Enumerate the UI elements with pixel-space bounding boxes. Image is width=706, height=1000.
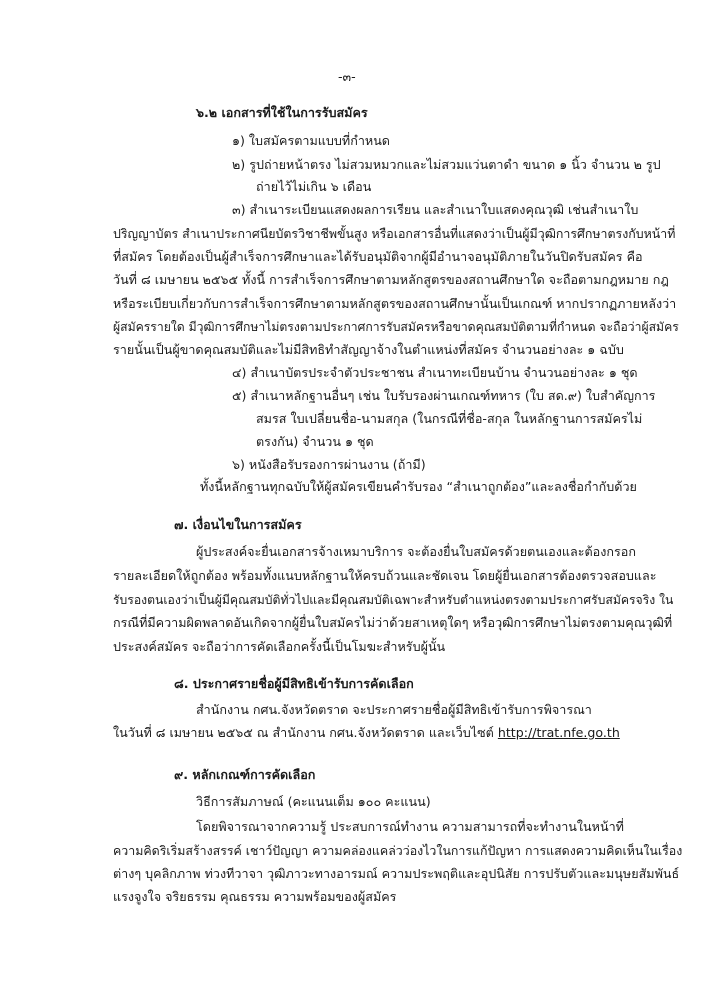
section-7-line-1: ผู้ประสงค์จะยื่นเอกสารจ้างเหมาบริการ จะต้องยื่นใบสมัครด้วยตนเองและต้องกรอก	[196, 544, 636, 559]
doc-item-5-line-1: ๕) สำเนาหลักฐานอื่นๆ เช่น ใบรับรองผ่านเกณฑ์ทหาร (ใบ สด.๙) ใบสำคัญการ	[232, 388, 656, 403]
doc-item-3-line-2: ปริญญาบัตร สำเนาประกาศนียบัตรวิชาชีพขั้นสูง หรือเอกสารอื่นที่แสดงว่าเป็นผู้มีวุฒิการศึกษาตรงกับหน้าที่	[113, 226, 676, 241]
doc-item-3-line-7: รายนั้นเป็นผู้ขาดคุณสมบัติและไม่มีสิทธิทำสัญญาจ้างในตำแหน่งที่สมัคร จำนวนอย่างละ ๑ ฉบับ	[113, 342, 624, 357]
section-9-line-3: ต่างๆ บุคลิกภาพ ท่วงทีวาจา วุฒิภาวะทางอารมณ์ ความประพฤติและอุปนิสัย การปรับตัวและมนุษยสัมพันธ์	[113, 866, 680, 881]
doc-item-3-line-1: ๓) สำเนาระเบียนแสดงผลการเรียน และสำเนาใบแสดงคุณวุฒิ เช่นสำเนาใบ	[232, 202, 639, 217]
doc-item-3-line-6: ผู้สมัครรายใด มีวุฒิการศึกษาไม่ตรงตามประกาศการรับสมัครหรือขาดคุณสมบัติตามที่กำหนด จะถือว่าผู้สมัคร	[113, 320, 679, 334]
doc-item-2-line-1: ๒) รูปถ่ายหน้าตรง ไม่สวมหมวกและไม่สวมแว่นตาดำ ขนาด ๑ นิ้ว จำนวน ๒ รูป	[232, 157, 661, 172]
website-link[interactable]: http://trat.nfe.go.th	[497, 725, 620, 740]
section-6-2-heading: ๖.๒ เอกสารที่ใช้ในการรับสมัคร	[196, 105, 368, 120]
section-9-line-1: โดยพิจารณาจากความรู้ ประสบการณ์ทำงาน ความสามารถที่จะทำงานในหน้าที่	[196, 819, 624, 834]
doc-item-4: ๔) สำเนาบัตรประจำตัวประชาชน สำเนาทะเบียนบ้าน จำนวนอย่างละ ๑ ชุด	[232, 365, 638, 380]
section-8-line-2	[113, 726, 620, 740]
section-7-heading: ๗. เงื่อนไขในการสมัคร	[174, 517, 302, 532]
section-8-line-2-text: ในวันที่ ๘ เมษายน ๒๕๖๕ ณ สำนักงาน กศน.จังหวัดตราด และเว็บไซต์	[113, 725, 494, 740]
certification-note: ทั้งนี้หลักฐานทุกฉบับให้ผู้สมัครเขียนคำรับรอง “สำเนาถูกต้อง”และลงชื่อกำกับด้วย	[200, 479, 637, 494]
doc-item-6: ๖) หนังสือรับรองการผ่านงาน (ถ้ามี)	[232, 457, 426, 472]
section-9-line-2: ความคิดริเริ่มสร้างสรรค์ เชาว์ปัญญา ความคล่องแคล่วว่องไวในการแก้ปัญหา การแสดงความคิดเห็นในเรื่อง	[113, 843, 683, 858]
section-9-method: วิธีการสัมภาษณ์ (คะแนนเต็ม ๑๐๐ คะแนน)	[196, 794, 431, 809]
doc-item-1: ๑) ใบสมัครตามแบบที่กำหนด	[232, 133, 390, 148]
section-9-heading: ๙. หลักเกณฑ์การคัดเลือก	[174, 767, 316, 782]
section-8-heading: ๘. ประกาศรายชื่อผู้มีสิทธิเข้ารับการคัดเลือก	[174, 676, 414, 691]
doc-item-3-line-5: หรือระเบียบเกี่ยวกับการสำเร็จการศึกษาตามหลักสูตรของสถานศึกษานั้นเป็นเกณฑ์ หากปรากฏภายหลังว่า	[113, 296, 677, 311]
section-9-line-4: แรงจูงใจ จริยธรรม คุณธรรม ความพร้อมของผู้สมัคร	[113, 889, 397, 904]
doc-item-2-line-2: ถ่ายไว้ไม่เกิน ๖ เดือน	[256, 179, 372, 194]
page-number: -๓-	[338, 69, 356, 84]
doc-item-3-line-3: ที่สมัคร โดยต้องเป็นผู้สำเร็จการศึกษาและได้รับอนุมัติจากผู้มีอำนาจอนุมัติภายในวันปิดรับสมัคร คือ	[113, 249, 643, 264]
section-8-line-1: สำนักงาน กศน.จังหวัดตราด จะประกาศรายชื่อผู้มีสิทธิเข้ารับการพิจารณา	[196, 702, 592, 717]
doc-item-5-line-2: สมรส ใบเปลี่ยนชื่อ-นามสกุล (ในกรณีที่ชื่อ-สกุล ในหลักฐานการสมัครไม่	[256, 411, 643, 426]
section-7-line-3: รับรองตนเองว่าเป็นผู้มีคุณสมบัติทั่วไปและมีคุณสมบัติเฉพาะสำหรับตำแหน่งตรงตามประกาศรับสมัครจริง ใน	[113, 593, 674, 607]
section-7-line-2: รายละเอียดให้ถูกต้อง พร้อมทั้งแนบหลักฐานให้ครบถ้วนและชัดเจน โดยผู้ยื่นเอกสารต้องตรวจสอบและ	[113, 568, 657, 583]
section-7-line-4: กรณีที่มีความผิดพลาดอันเกิดจากผู้ยื่นใบสมัครไม่ว่าด้วยสาเหตุใดๆ หรือวุฒิการศึกษาไม่ตรงตามคุณวุฒิที่	[113, 615, 673, 630]
doc-item-5-line-3: ตรงกัน) จำนวน ๑ ชุด	[256, 434, 374, 449]
section-7-line-5: ประสงค์สมัคร จะถือว่าการคัดเลือกครั้งนี้เป็นโมฆะสำหรับผู้นั้น	[113, 639, 446, 654]
doc-item-3-line-4: วันที่ ๘ เมษายน ๒๕๖๕ ทั้งนี้ การสำเร็จการศึกษาตามหลักสูตรของสถานศึกษาใด จะถือตามกฎหมาย กฎ	[113, 272, 669, 287]
